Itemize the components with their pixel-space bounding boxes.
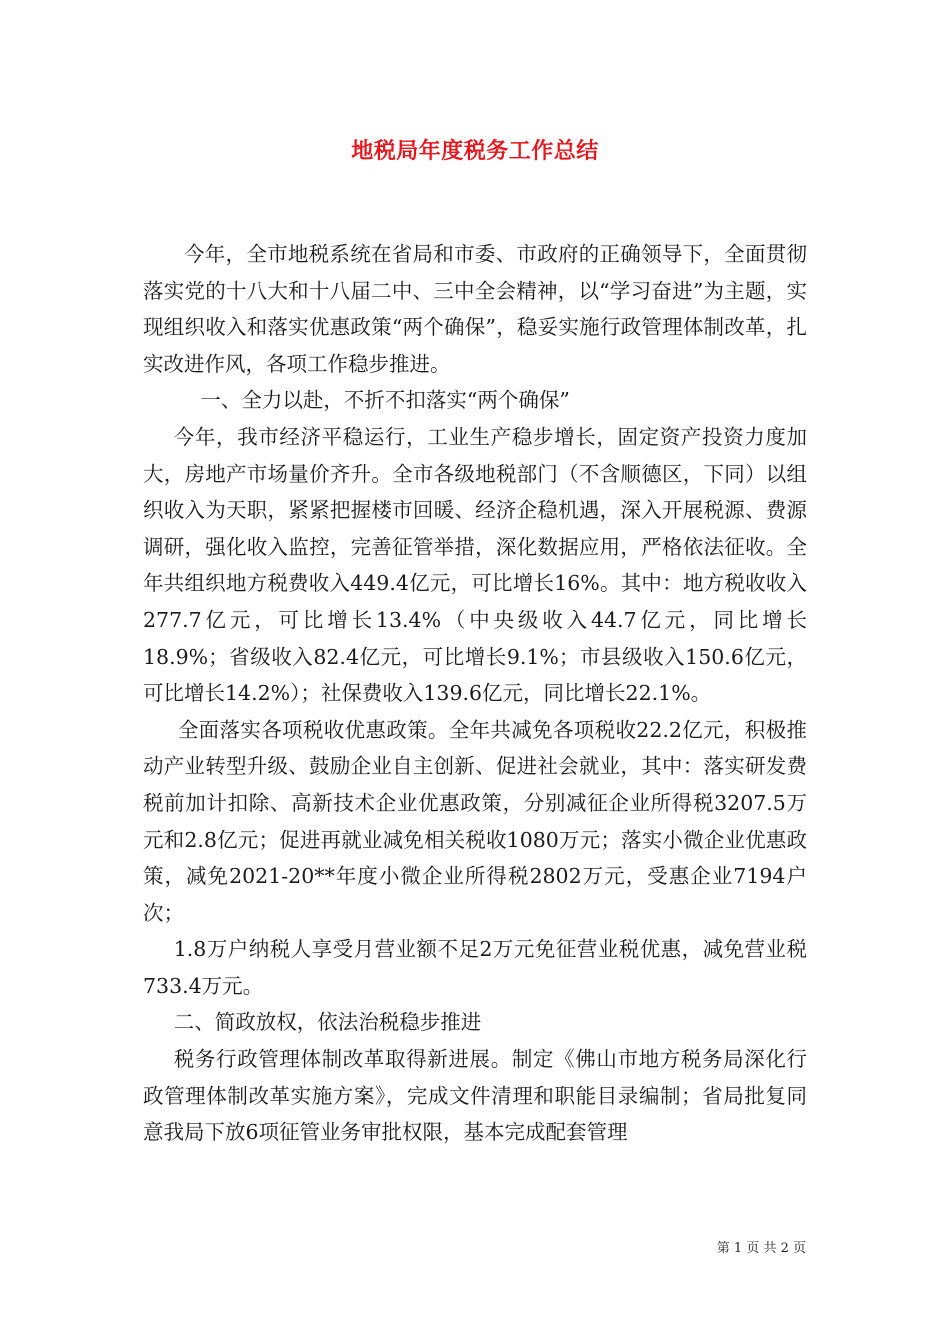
document-title: 地税局年度税务工作总结 (351, 138, 599, 164)
section-heading-1: 一、全力以赴，不折不扣落实“两个确保” (200, 388, 570, 413)
section-heading-2: 二、简政放权，依法治税稳步推进 (173, 1010, 482, 1035)
page-number: 第 1 页 共 2 页 (716, 1241, 806, 1256)
paragraph-intro: 今年，全市地税系统在省局和市委、市政府的正确领导下，全面贯彻落实党的十八大和十八届二中、三中全会精神，以“学习奋进”为主题，实现组织收入和落实优惠政策“两个确保”，稳妥实施行政管理体制改革，扎实改进作风，各项工作稳步推进。 (143, 242, 807, 376)
paragraph-reform: 税务行政管理体制改革取得新进展。制定《佛山市地方税务局深化行政管理体制改革实施方案》，完成文件清理和职能目录编制；省局批复同意我局下放6项征管业务审批权限，基本完成配套管理 (143, 1047, 807, 1145)
paragraph-tax-relief: 全面落实各项税收优惠政策。全年共减免各项税收22.2亿元，积极推动产业转型升级、鼓励企业自主创新、促进社会就业，其中：落实研发费税前加计扣除、高新技术企业优惠政策，分别减征企业所得税3207.5万元和2.8亿元；促进再就业减免相关税收1080万元；落实小微企业优惠政策，减免2021-20**年度小微企业所得税2802万元，受惠企业7194户次； (143, 717, 807, 925)
paragraph-revenue: 今年，我市经济平稳运行，工业生产稳步增长，固定资产投资力度加大，房地产市场量价齐升。全市各级地税部门（不含顺德区，下同）以组织收入为天职，紧紧把握楼市回暖、经济企稳机遇，深入开展税源、费源调研，强化收入监控，完善征管举措，深化数据应用，严格依法征收。全年共组织地方税费收入449.4亿元，可比增长16%。其中：地方税收收入277.7亿元，可比增长13.4%（中央级收入44.7亿元，同比增长18.9%；省级收入82.4亿元，可比增长9.1%；市县级收入150.6亿元，可比增长14.2%）；社保费收入139.6亿元，同比增长22.1%。 (143, 424, 807, 706)
document-body (143, 236, 807, 1151)
paragraph-business-tax: 1.8万户纳税人享受月营业额不足2万元免征营业税优惠，减免营业税733.4万元。 (143, 937, 807, 998)
